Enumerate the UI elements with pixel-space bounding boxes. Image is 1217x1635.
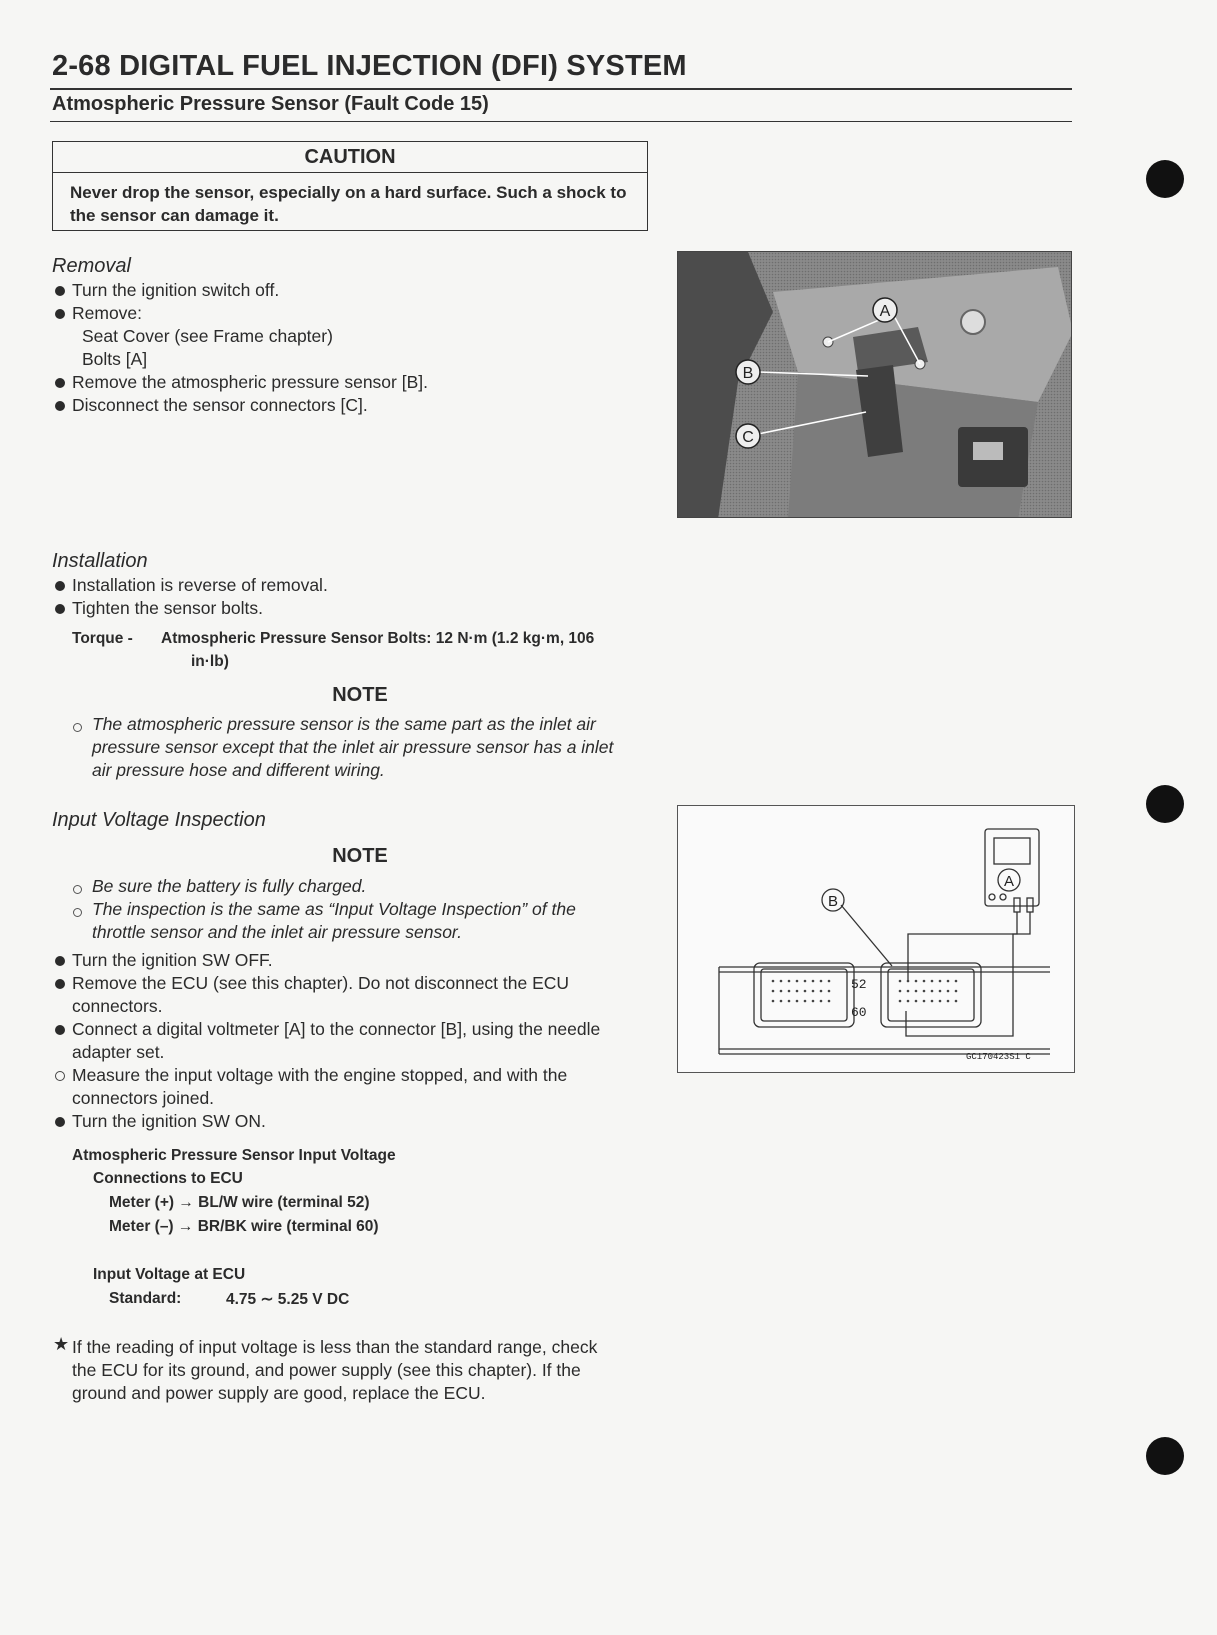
torque-spec: Atmospheric Pressure Sensor Bolts: 12 N·m (1.2 kg·m, 106 [161, 630, 595, 647]
caution-title: CAUTION [53, 142, 647, 173]
binder-hole-icon [1146, 785, 1184, 823]
caution-text: Never drop the sensor, especially on a hard surface. Such a shock to the sensor can damage it. [70, 183, 627, 225]
sensor-photo-illustration [678, 252, 1072, 518]
bullet-icon [55, 309, 65, 319]
iv-step-cont: adapter set. [72, 1042, 165, 1062]
caution-box [52, 141, 648, 231]
diagram-label-b: B [827, 893, 839, 910]
note-title: NOTE [332, 684, 388, 706]
note-text: air pressure hose and different wiring. [92, 760, 385, 780]
bullet-icon [55, 1117, 65, 1127]
removal-substep: Bolts [A] [82, 349, 148, 369]
iv-step: Turn the ignition SW ON. [72, 1111, 266, 1131]
installation-step: Tighten the sensor bolts. [72, 598, 263, 618]
bullet-icon [55, 604, 65, 614]
terminal-52-label: 52 [851, 977, 867, 992]
wiring-diagram-illustration [678, 806, 1076, 1074]
note-text: The inspection is the same as “Input Voltage Inspection” of the [92, 899, 576, 919]
terminal-60-label: 60 [851, 1005, 867, 1020]
note-bullet-icon [73, 885, 82, 894]
wiring-diagram [677, 805, 1075, 1073]
page-title: 2-68 DIGITAL FUEL INJECTION (DFI) SYSTEM [52, 50, 687, 82]
spec-standard-label: Standard: [109, 1290, 182, 1307]
diagram-label-a: A [1003, 873, 1015, 890]
removal-step: Remove the atmospheric pressure sensor [B]. [72, 372, 428, 392]
star-text: the ECU for its ground, and power supply (see this chapter). If the [72, 1360, 581, 1380]
spec-standard-value: 4.75 ∼ 5.25 V DC [226, 1291, 350, 1308]
binder-hole-icon [1146, 1437, 1184, 1475]
spec-input-voltage: Input Voltage at ECU [93, 1266, 246, 1283]
note-text: throttle sensor and the inlet air pressure sensor. [92, 922, 462, 942]
photo-label-a: A [879, 303, 891, 320]
iv-step: Connect a digital voltmeter [A] to the connector [B], using the needle [72, 1019, 601, 1039]
spec-meter-plus: Meter (+) → BL/W wire (terminal 52) [109, 1194, 370, 1211]
removal-heading: Removal [52, 255, 131, 277]
spec-title: Atmospheric Pressure Sensor Input Voltage [72, 1147, 396, 1164]
input-voltage-heading: Input Voltage Inspection [52, 809, 266, 831]
bullet-icon [55, 401, 65, 411]
photo-label-c: C [742, 429, 754, 446]
bullet-icon [55, 1025, 65, 1035]
sensor-photo [677, 251, 1072, 518]
note-bullet-icon [73, 723, 82, 732]
bullet-icon [55, 979, 65, 989]
star-text: ground and power supply are good, replace the ECU. [72, 1383, 486, 1403]
removal-step: Remove: [72, 303, 143, 323]
removal-step: Turn the ignition switch off. [72, 280, 280, 300]
installation-step: Installation is reverse of removal. [72, 575, 328, 595]
note-text: Be sure the battery is fully charged. [92, 876, 367, 896]
bullet-icon [55, 378, 65, 388]
bullet-icon [55, 956, 65, 966]
torque-label: Torque - [72, 630, 133, 647]
section-title: Atmospheric Pressure Sensor (Fault Code 15) [52, 93, 489, 115]
installation-heading: Installation [52, 550, 148, 572]
torque-spec-cont: in·lb) [191, 653, 229, 670]
star-text: If the reading of input voltage is less than the standard range, check [72, 1337, 598, 1357]
star-icon: ★ [53, 1334, 70, 1354]
diagram-code: GC170423S1 C [966, 1052, 1031, 1062]
spec-connections: Connections to ECU [93, 1170, 243, 1187]
note-title: NOTE [332, 845, 388, 867]
note-bullet-icon [73, 908, 82, 917]
removal-step: Disconnect the sensor connectors [C]. [72, 395, 368, 415]
note-text: pressure sensor except that the inlet air pressure sensor has a inlet [92, 737, 614, 757]
spec-meter-minus: Meter (–) → BR/BK wire (terminal 60) [109, 1218, 379, 1235]
iv-step: Measure the input voltage with the engine stopped, and with the [72, 1065, 568, 1085]
removal-substep: Seat Cover (see Frame chapter) [82, 326, 333, 346]
note-text: The atmospheric pressure sensor is the same part as the inlet air [92, 714, 596, 734]
iv-step: Remove the ECU (see this chapter). Do not disconnect the ECU [72, 973, 570, 993]
binder-hole-icon [1146, 160, 1184, 198]
bullet-icon [55, 286, 65, 296]
iv-step: Turn the ignition SW OFF. [72, 950, 273, 970]
photo-label-b: B [742, 365, 754, 382]
open-bullet-icon [55, 1071, 65, 1081]
iv-step-cont: connectors. [72, 996, 163, 1016]
bullet-icon [55, 581, 65, 591]
section-rule [50, 121, 1072, 122]
iv-step-cont: connectors joined. [72, 1088, 215, 1108]
title-rule [50, 88, 1072, 90]
